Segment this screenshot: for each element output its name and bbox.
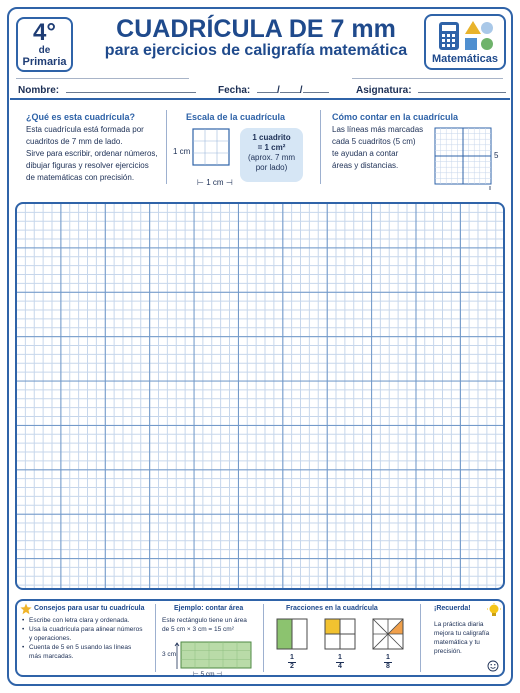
- count-heading: Cómo contar en la cuadrícula: [332, 112, 459, 122]
- section-divider: [263, 604, 264, 672]
- grade-level: Primaria: [22, 56, 67, 68]
- date-year-line[interactable]: [303, 84, 329, 93]
- fractions-heading: Fracciones en la cuadrícula: [286, 605, 378, 612]
- subject-badge-label: Matemáticas: [431, 53, 499, 65]
- scale-box-line: 1 cuadrito: [252, 133, 291, 142]
- lightbulb-icon: [487, 603, 501, 619]
- writing-grid[interactable]: [15, 202, 505, 590]
- divider: [16, 78, 189, 79]
- area-line: de 5 cm × 3 cm = 15 cm²: [162, 626, 234, 633]
- header-divider: [10, 98, 510, 100]
- what-line: Sirve para escribir, ordenar números,: [26, 149, 158, 158]
- grade-number: 4°: [33, 19, 56, 46]
- page-subtitle: para ejercicios de caligrafía matemática: [104, 42, 408, 59]
- what-line: cuadritos de 7 mm de lado.: [26, 137, 123, 146]
- date-month-line[interactable]: [280, 84, 300, 93]
- scale-square-diagram: [192, 128, 232, 172]
- what-line: dibujar figuras y resolver ejercicios: [26, 161, 149, 170]
- what-line: Esta cuadrícula está formada por: [26, 125, 144, 134]
- date-day-line[interactable]: [257, 84, 277, 93]
- tips-heading: Consejos para usar tu cuadrícula: [34, 605, 145, 612]
- scale-side-label: 1 cm: [173, 147, 191, 156]
- scale-box-line: por lado): [255, 163, 288, 172]
- fraction-numerator: 1: [386, 654, 390, 661]
- area-width-text: 5 cm: [200, 671, 215, 678]
- area-heading: Ejemplo: contar área: [174, 605, 244, 612]
- date-separator: /: [299, 85, 303, 96]
- fraction-numerator: 1: [290, 654, 294, 661]
- date-field[interactable]: [218, 84, 329, 96]
- grade-badge: [16, 17, 73, 72]
- fraction-denominator: 2: [290, 663, 294, 670]
- tip-item-cont: más marcadas.: [29, 653, 74, 660]
- scale-bottom-text: 1 cm: [206, 178, 224, 187]
- fraction-half-diagram: [276, 618, 308, 650]
- area-width-label: ⊢ 5 cm ⊣: [193, 671, 223, 678]
- grade-de: de: [38, 45, 51, 56]
- remember-line: precisión.: [434, 648, 462, 655]
- scale-heading: Escala de la cuadrícula: [186, 112, 286, 122]
- name-label: Nombre:: [18, 85, 60, 96]
- scale-box-line: = 1 cm²: [257, 143, 286, 152]
- section-divider: [155, 604, 156, 672]
- calculator-shapes-icon: [437, 18, 497, 54]
- remember-line: mejora tu caligrafía: [434, 630, 490, 637]
- name-field[interactable]: [18, 84, 196, 96]
- what-line: de matemáticas con precisión.: [26, 173, 135, 182]
- page-title: CUADRÍCULA DE 7 mm: [116, 15, 396, 43]
- subject-badge: [424, 14, 506, 70]
- count-line: te ayudan a contar: [332, 149, 399, 158]
- smiley-icon: [487, 660, 499, 672]
- divider: [352, 78, 503, 79]
- scale-info-box: [240, 128, 303, 182]
- section-divider: [320, 110, 321, 184]
- area-height-label: 3 cm: [162, 651, 177, 658]
- count-line: cada 5 cuadritos (5 cm): [332, 137, 416, 146]
- fraction-eighth-label: [381, 654, 395, 671]
- scale-bottom-label: ⊢ 1 cm ⊣: [197, 178, 233, 187]
- tips-list: [22, 616, 152, 661]
- fraction-quarter-label: [333, 654, 347, 671]
- fraction-eighth-diagram: [372, 618, 404, 650]
- tip-item: • Escribe con letra clara y ordenada.: [22, 616, 152, 625]
- count-text: [332, 124, 432, 172]
- area-line: Este rectángulo tiene un área: [162, 617, 247, 624]
- fraction-denominator: 8: [386, 663, 390, 670]
- name-line[interactable]: [66, 84, 196, 93]
- what-heading: ¿Qué es esta cuadrícula?: [26, 112, 136, 122]
- fraction-quarter-diagram: [324, 618, 356, 650]
- star-icon: [20, 603, 32, 615]
- section-divider: [166, 110, 167, 184]
- count-grid-diagram: [433, 126, 503, 192]
- subject-field[interactable]: [356, 84, 506, 96]
- count-side-label: 5: [494, 151, 499, 160]
- remember-line: La práctica diaria: [434, 621, 484, 628]
- date-separator: /: [277, 85, 280, 96]
- area-text: [162, 616, 262, 634]
- remember-heading: ¡Recuerda!: [434, 605, 471, 612]
- date-label: Fecha:: [218, 85, 251, 96]
- fraction-half-label: [285, 654, 299, 671]
- scale-box-line: (aprox. 7 mm: [247, 153, 296, 162]
- tip-item: • Cuenta de 5 en 5 usando las líneas: [22, 643, 152, 652]
- remember-text: [434, 620, 504, 656]
- subject-label: Asignatura:: [356, 85, 412, 96]
- tip-item-cont: y operaciones.: [29, 635, 72, 642]
- what-text: [26, 124, 166, 184]
- count-line: áreas y distancias.: [332, 161, 399, 170]
- subject-line[interactable]: [418, 84, 506, 93]
- section-divider: [420, 604, 421, 672]
- fraction-numerator: 1: [338, 654, 342, 661]
- area-rectangle-diagram: [180, 641, 260, 671]
- remember-line: matemática y tu: [434, 639, 480, 646]
- count-line: Las líneas más marcadas: [332, 125, 424, 134]
- tip-item: • Usa la cuadrícula para alinear números: [22, 625, 152, 634]
- fraction-denominator: 4: [338, 663, 342, 670]
